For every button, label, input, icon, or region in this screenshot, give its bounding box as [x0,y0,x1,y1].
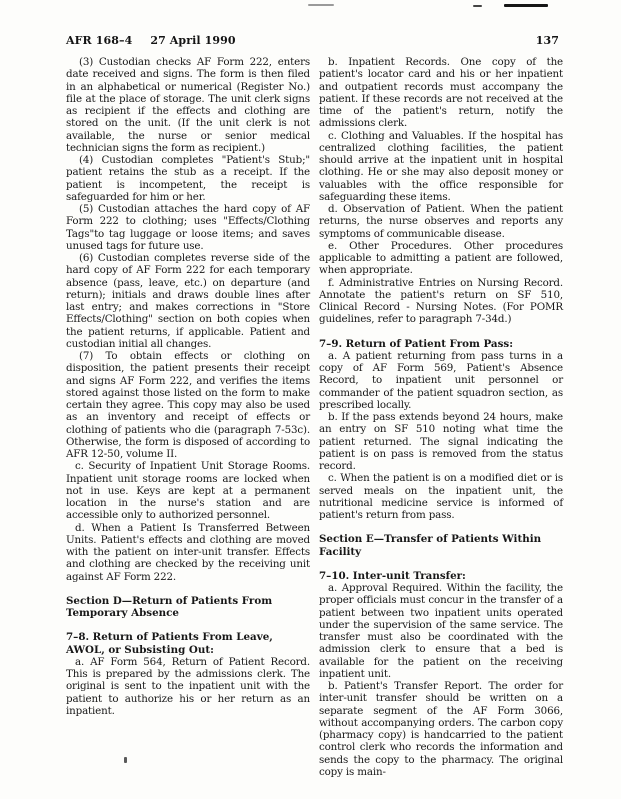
paragraph-4-patients-stub: (4) Custodian completes "Patient's Stub;" patient retains the stub as a receipt. If the patient is incompetent, the receipt is safeguarded for him or her. [66,154,310,203]
paragraph-d-observation: d. Observation of Patient. When the patient returns, the nurse observes and reports any symptoms of communicable disease. [319,203,563,240]
scan-artifact-top-3 [504,4,548,7]
right-column [319,56,563,778]
left-column [66,56,310,778]
paragraph-7-obtain-effects: (7) To obtain effects or clothing on disposition, the patient presents their receipt and signs AF Form 222, and verifies the items stored against those listed on the form to make certain they agree. This copy may also be used as an inventory and receipt of effects or clothing of patients who die (paragraph 7-53c). Otherwise, the form is disposed of according to AFR 12-50, volume II. [66,350,310,460]
paragraph-c-modified-diet: c. When the patient is on a modified diet or is served meals on the inpatient unit, the nutritional medicine service is informed of patient's return from pass. [319,472,563,521]
paragraph-c-clothing-valuables: c. Clothing and Valuables. If the hospital has centralized clothing facilities, the patient should arrive at the inpatient unit in hospital clothing. He or she may also deposit money or valuables with the office responsible for safeguarding these items. [319,129,563,203]
doc-date: 27 April 1990 [150,34,236,47]
paragraph-d-transfer-between: d. When a Patient Is Transferred Between Units. Patient's effects and clothing are moved with the patient on inter-unit transfer. Effects and clothing are checked by the receiving unit against AF Form 222. [66,521,310,583]
heading-7-8-return-from-leave: 7–8. Return of Patients From Leave, AWOL, or Subsisting Out: [66,631,273,656]
paragraph-c-security-storage: c. Security of Inpatient Unit Storage Rooms. Inpatient unit storage rooms are locked when not in use. Keys are kept at a permanent location in the nurse's station and are accessible only to authorized personnel. [66,460,310,522]
paragraph-b-transfer-report: b. Patient's Transfer Report. The order for inter-unit transfer should be written on a separate segment of the AF Form 3066, without accompanying orders. The carbon copy (pharmacy copy) is handcarried to the patient control clerk who records the information and sends the copy to the pharmacy. The original copy is main- [319,680,563,778]
doc-number: AFR 168–4 [66,34,133,47]
scan-artifact-top-1 [308,4,334,6]
scan-artifact-bottom [124,757,127,763]
section-d-heading: Section D—Return of Patients From Temporary Absence [66,594,273,619]
heading-7-9-return-from-pass: 7–9. Return of Patient From Pass: [319,337,513,350]
section-e-heading: Section E—Transfer of Patients Within Facility [319,533,542,558]
paragraph-b-inpatient-records: b. Inpatient Records. One copy of the patient's locator card and his or her inpatient and outpatient records must accompany the patient. If these records are not received at the time of the patient's return, notify the admissions clerk. [319,56,563,130]
paragraph-5-hard-copy: (5) Custodian attaches the hard copy of AF Form 222 to clothing; uses "Effects/Clothing Tags"to tag luggage or loose items; and saves unused tags for future use. [66,203,310,252]
paragraph-a-af-form-564: a. AF Form 564, Return of Patient Record. This is prepared by the admissions clerk. The original is sent to the inpatient unit with the patient to authorize his or her return as an inpatient. [66,655,310,717]
paragraph-b-pass-beyond-24: b. If the pass extends beyond 24 hours, make an entry on SF 510 noting what time the patient returned. The signal indicating the patient is on pass is removed from the status record. [319,411,563,472]
header-left [66,34,236,47]
paragraph-a-approval-required: a. Approval Required. Within the facility, the proper officials must concur in the transfer of a patient between two inpatient units operated under the supervision of the same service. The transfer must also be coordinated with the admission clerk to ensure that a bed is available for the patient on the receiving inpatient unit. [319,582,563,680]
paragraph-e-other-procedures: e. Other Procedures. Other procedures applicable to admitting a patient are followed, when appropriate. [319,239,563,277]
paragraph-6-reverse-side: (6) Custodian completes reverse side of the hard copy of AF Form 222 for each temporary absence (pass, leave, etc.) on departure (and return); initials and draws double lines after last entry; and makes corrections in "Store Effects/Clothing" section on both copies when the patient returns, if applicable. Patient and custodian initial all changes. [66,252,310,350]
two-column-body [66,56,563,778]
page-number: 137 [535,34,559,47]
page-header [66,34,559,47]
paragraph-f-admin-entries: f. Administrative Entries on Nursing Record. Annotate the patient's return on SF 510, Clinical Record - Nursing Notes. (For POMR guidelines, refer to paragraph 7-34d.) [319,276,563,326]
heading-7-10-inter-unit: 7–10. Inter-unit Transfer: [319,569,466,582]
paragraph-a-returning-from-pass: a. A patient returning from pass turns in a copy of AF Form 569, Patient's Absence Record, to inpatient unit personnel or commander of the patient squadron section, as prescribed locally. [319,349,563,411]
scan-artifact-top-2 [473,5,482,7]
paragraph-3-custodian-checks: (3) Custodian checks AF Form 222, enters date received and signs. The form is then filed in an alphabetical or numerical (Register No.) file at the place of storage. The unit clerk signs as recipient if the effects and clothing are stored on the unit. (If the unit clerk is not available, the nurse or senior medical technician signs the form as recipient.) [66,56,310,154]
